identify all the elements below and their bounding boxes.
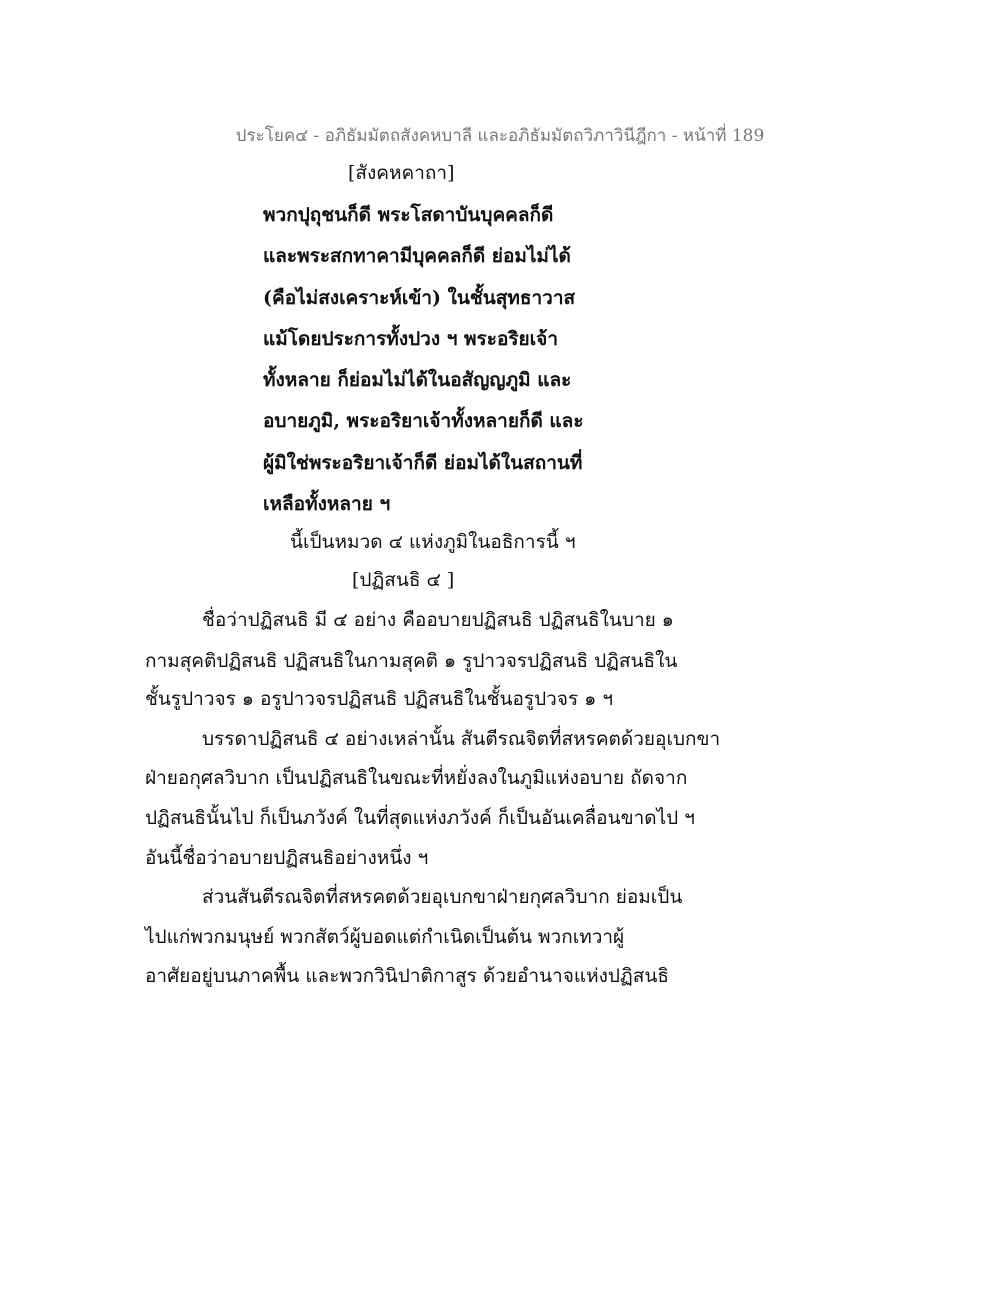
- body-line: ชื่อว่าปฏิสนธิ มี ๔ อย่าง คืออบายปฏิสนธิ ปฏิสนธิในบาย ๑: [202, 609, 674, 631]
- verse-line: อบายภูมิ, พระอริยาเจ้าทั้งหลายก็ดี และ: [263, 410, 584, 432]
- body-line: กามสุคติปฏิสนธิ ปฏิสนธิในกามสุคติ ๑ รูปาวจรปฏิสนธิ ปฏิสนธิใน: [145, 650, 678, 672]
- verse-title: [สังคหคาถา]: [348, 162, 455, 184]
- body-line: ปฏิสนธินั้นไป ก็เป็นภวังค์ ในที่สุดแห่งภวังค์ ก็เป็นอันเคลื่อนขาดไป ฯ: [145, 807, 695, 829]
- verse-line: และพระสกทาคามีบุคคลก็ดี ย่อมไม่ได้: [263, 245, 571, 267]
- verse-line: ทั้งหลาย ก็ย่อมไม่ได้ในอสัญญภูมิ และ: [263, 369, 572, 391]
- body-line: อาศัยอยู่บนภาคพื้น และพวกวินิปาติกาสูร ด้วยอำนาจแห่งปฏิสนธิ: [145, 965, 669, 987]
- body-line: ฝ่ายอกุศลวิบาก เป็นปฏิสนธิในขณะที่หยั่งลงในภูมิแห่งอบาย ถัดจาก: [145, 767, 688, 789]
- verse-line: เหลือทั้งหลาย ฯ: [263, 493, 391, 515]
- verse-line: ผู้มิใช่พระอริยาเจ้าก็ดี ย่อมได้ในสถานที่: [263, 452, 583, 474]
- body-line: บรรดาปฏิสนธิ ๔ อย่างเหล่านั้น สันตีรณจิตที่สหรคตด้วยอุเบกขา: [202, 728, 721, 750]
- verse-line: แม้โดยประการทั้งปวง ฯ พระอริยเจ้า: [263, 328, 558, 350]
- running-head: ประโยค๔ - อภิธัมมัตถสังคหบาลี และอภิธัมมัตถวิภาวินีฎีกา - หน้าที่ 189: [235, 126, 765, 146]
- section-title: [ปฏิสนธิ ๔ ]: [352, 569, 455, 591]
- body-line: อันนี้ชื่อว่าอบายปฏิสนธิอย่างหนึ่ง ฯ: [145, 847, 429, 869]
- section-end-note: นี้เป็นหมวด ๔ แห่งภูมิในอธิการนี้ ฯ: [290, 531, 576, 553]
- verse-line: (คือไม่สงเคราะห์เข้า) ในชั้นสุทธาวาส: [263, 287, 576, 309]
- body-line: ชั้นรูปาวจร ๑ อรูปาวจรปฏิสนธิ ปฏิสนธิในชั้นอรูปวจร ๑ ฯ: [145, 688, 613, 710]
- verse-line: พวกปุถุชนก็ดี พระโสดาบันบุคคลก็ดี: [263, 204, 554, 226]
- body-line: ไปแก่พวกมนุษย์ พวกสัตว์ผู้บอดแต่กำเนิดเป็นต้น พวกเทวาผู้: [145, 926, 625, 948]
- body-line: ส่วนสันตีรณจิตที่สหรคตด้วยอุเบกขาฝ่ายกุศลวิบาก ย่อมเป็น: [202, 886, 683, 908]
